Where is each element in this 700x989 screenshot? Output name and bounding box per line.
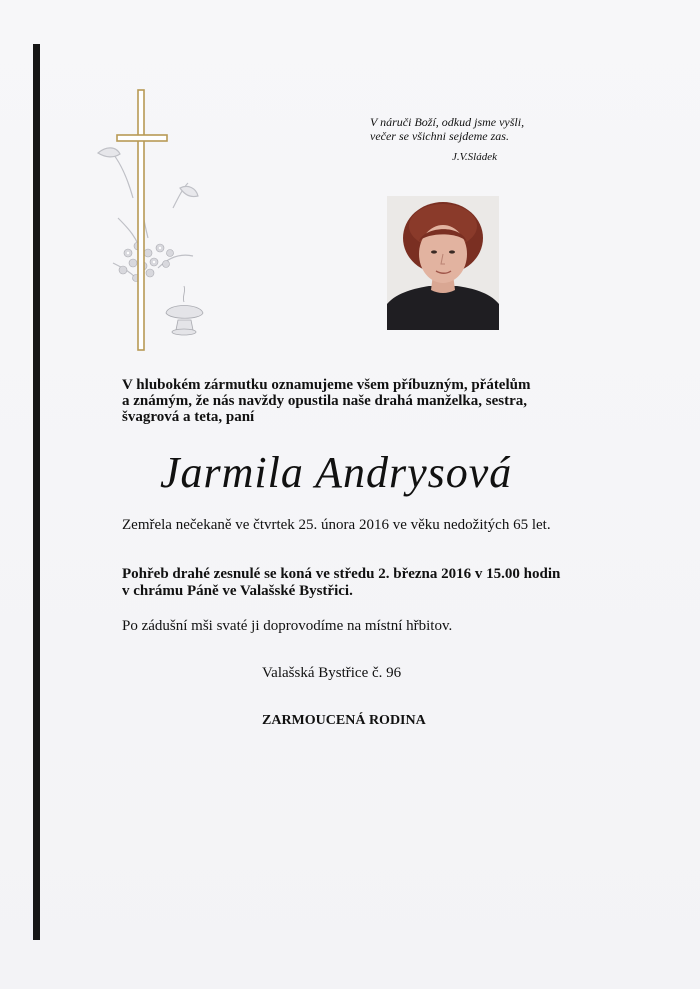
announcement-line: V hlubokém zármutku oznamujeme všem příbuzným, přátelům <box>122 377 531 393</box>
cross-with-lilies-icon <box>88 88 223 353</box>
announcement-line: švagrová a teta, paní <box>122 409 255 425</box>
burial-info: Po zádušní mši svaté ji doprovodíme na místní hřbitov. <box>122 618 453 634</box>
announcement-line: a známým, že nás navždy opustila naše drahá manželka, sestra, <box>122 393 528 409</box>
family-signature: ZARMOUCENÁ RODINA <box>262 713 426 728</box>
mourning-border <box>33 44 40 940</box>
quote-line: večer se všichni sejdeme zas. <box>370 129 509 143</box>
funeral-info <box>122 566 592 600</box>
funeral-line: Pohřeb drahé zesnulé se koná ve středu 2. března 2016 v 15.00 hodin <box>122 566 561 582</box>
announcement-text <box>122 377 592 425</box>
memorial-quote <box>370 115 570 143</box>
death-info: Zemřela nečekaně ve čtvrtek 25. února 2016 ve věku nedožitých 65 let. <box>122 517 551 533</box>
deceased-name: Jarmila Andrysová <box>160 448 513 497</box>
funeral-line: v chrámu Páně ve Valašské Bystřici. <box>122 583 353 599</box>
family-address: Valašská Bystřice č. 96 <box>262 665 402 681</box>
quote-author: J.V.Sládek <box>452 151 498 163</box>
quote-line: V náruči Boží, odkud jsme vyšli, <box>370 115 525 129</box>
portrait-photo <box>387 196 499 330</box>
